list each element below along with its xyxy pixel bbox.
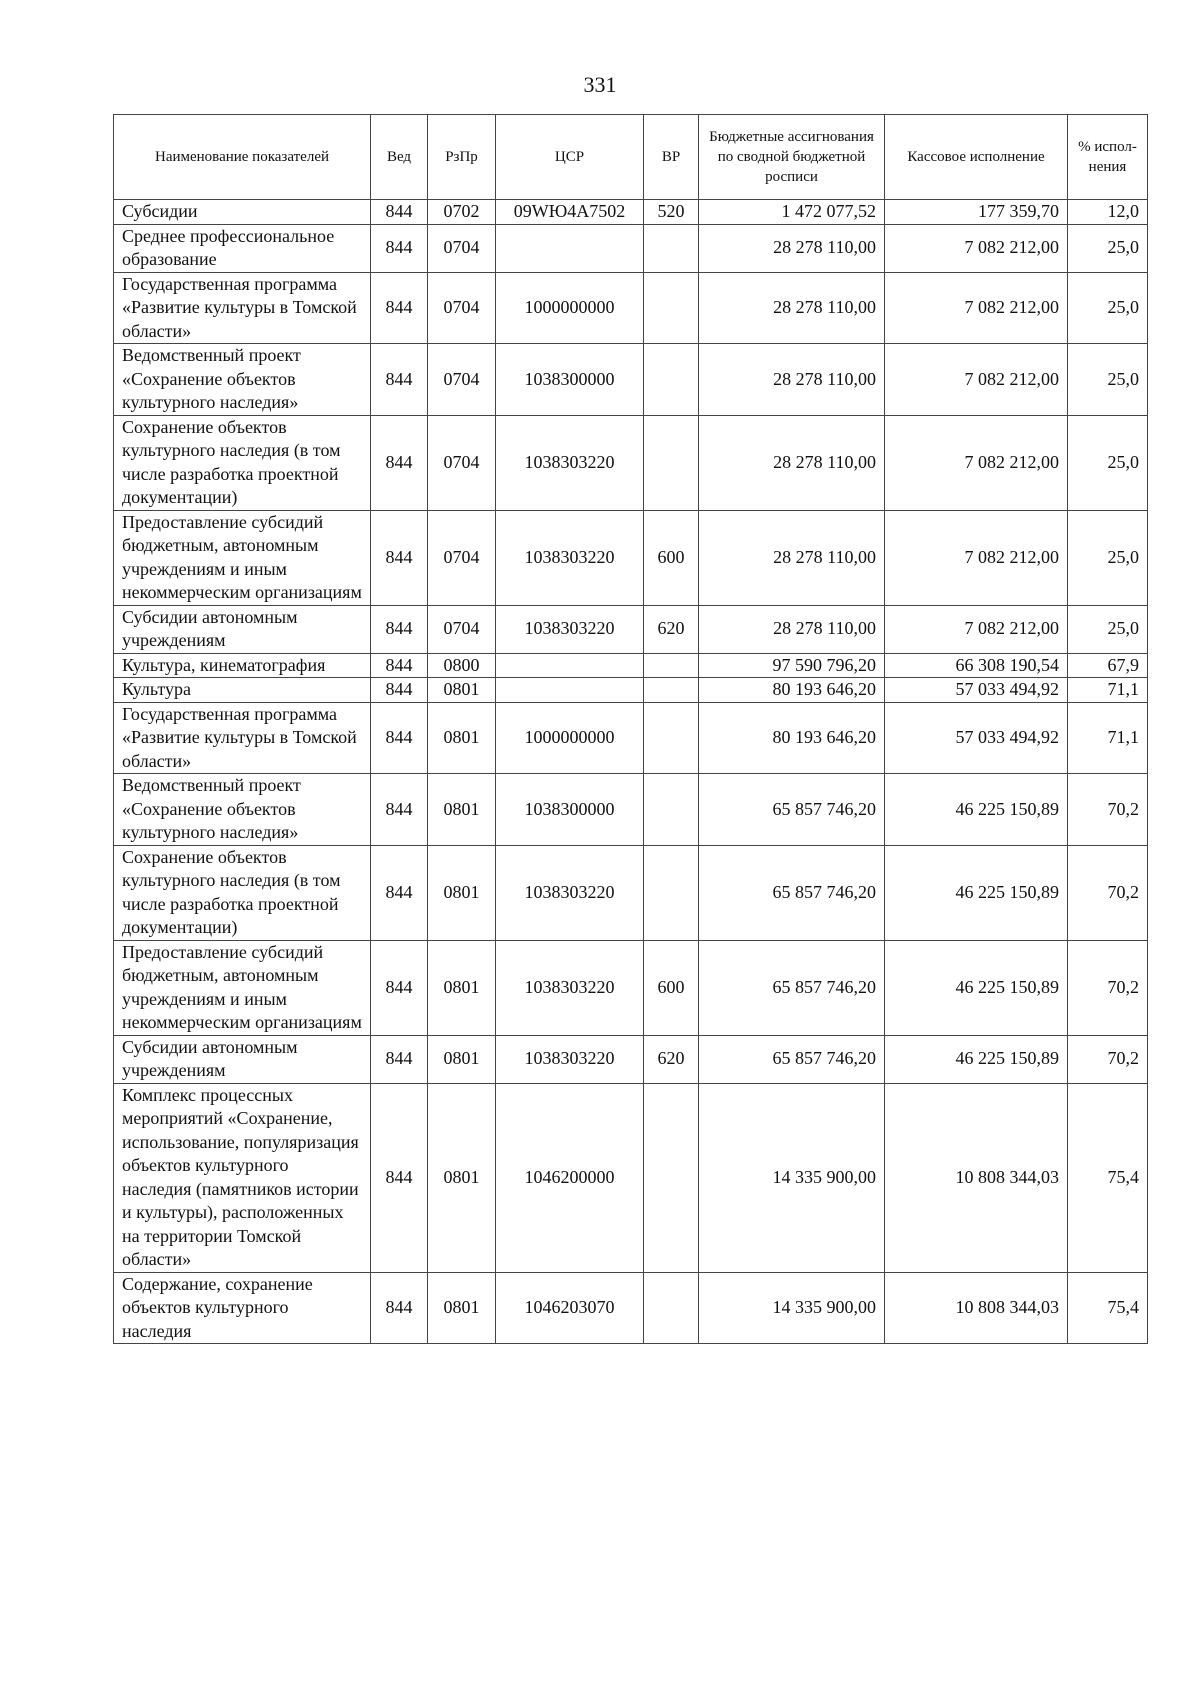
cell-vr: 620 (644, 605, 699, 653)
cell-vr (644, 702, 699, 774)
cell-vr (644, 1272, 699, 1344)
cell-cash: 10 808 344,03 (885, 1272, 1068, 1344)
cell-cash: 10 808 344,03 (885, 1083, 1068, 1272)
header-pct: % испол-нения (1068, 115, 1148, 200)
table-row (114, 272, 1148, 344)
cell-ved: 844 (371, 1083, 428, 1272)
cell-vr (644, 272, 699, 344)
cell-csr: 1038303220 (496, 510, 644, 605)
table-header-row (114, 115, 1148, 200)
cell-budget: 65 857 746,20 (699, 774, 885, 846)
cell-rzpr: 0704 (428, 605, 496, 653)
cell-rzpr: 0800 (428, 653, 496, 678)
cell-rzpr: 0704 (428, 272, 496, 344)
cell-vr (644, 845, 699, 940)
cell-rzpr: 0704 (428, 224, 496, 272)
cell-pct: 70,2 (1068, 940, 1148, 1035)
cell-pct: 25,0 (1068, 224, 1148, 272)
cell-ved: 844 (371, 845, 428, 940)
cell-name: Комплекс процессных мероприятий «Сохранение, использование, популяризация объектов культурного наследия (памятников истории и культуры), расположенных на территории Томской области» (114, 1083, 371, 1272)
cell-ved: 844 (371, 224, 428, 272)
cell-csr: 1038303220 (496, 415, 644, 510)
cell-csr: 1000000000 (496, 272, 644, 344)
cell-vr: 520 (644, 200, 699, 225)
cell-pct: 25,0 (1068, 415, 1148, 510)
table-row (114, 653, 1148, 678)
cell-budget: 28 278 110,00 (699, 224, 885, 272)
cell-rzpr: 0801 (428, 678, 496, 703)
cell-csr (496, 678, 644, 703)
cell-csr (496, 224, 644, 272)
cell-budget: 80 193 646,20 (699, 678, 885, 703)
cell-name: Содержание, сохранение объектов культурного наследия (114, 1272, 371, 1344)
cell-ved: 844 (371, 1035, 428, 1083)
cell-name: Среднее профессиональное образование (114, 224, 371, 272)
cell-budget: 1 472 077,52 (699, 200, 885, 225)
cell-csr (496, 653, 644, 678)
table-row (114, 200, 1148, 225)
cell-cash: 7 082 212,00 (885, 344, 1068, 416)
cell-rzpr: 0704 (428, 415, 496, 510)
cell-ved: 844 (371, 510, 428, 605)
cell-name: Культура, кинематография (114, 653, 371, 678)
cell-rzpr: 0801 (428, 1272, 496, 1344)
cell-cash: 7 082 212,00 (885, 605, 1068, 653)
cell-name: Государственная программа «Развитие культуры в Томской области» (114, 272, 371, 344)
cell-name: Сохранение объектов культурного наследия (в том числе разработка проектной документации) (114, 845, 371, 940)
cell-csr: 09WЮ4A7502 (496, 200, 644, 225)
cell-cash: 46 225 150,89 (885, 845, 1068, 940)
cell-name: Ведомственный проект «Сохранение объектов культурного наследия» (114, 344, 371, 416)
table-row (114, 510, 1148, 605)
cell-csr: 1038300000 (496, 344, 644, 416)
cell-name: Ведомственный проект «Сохранение объектов культурного наследия» (114, 774, 371, 846)
cell-name: Предоставление субсидий бюджетным, автономным учреждениям и иным некоммерческим организациям (114, 510, 371, 605)
cell-cash: 7 082 212,00 (885, 272, 1068, 344)
cell-pct: 70,2 (1068, 1035, 1148, 1083)
cell-budget: 65 857 746,20 (699, 940, 885, 1035)
cell-ved: 844 (371, 415, 428, 510)
cell-budget: 28 278 110,00 (699, 510, 885, 605)
cell-pct: 70,2 (1068, 845, 1148, 940)
cell-ved: 844 (371, 940, 428, 1035)
cell-rzpr: 0801 (428, 774, 496, 846)
table-row (114, 1083, 1148, 1272)
header-rzpr: РзПр (428, 115, 496, 200)
cell-csr: 1038303220 (496, 605, 644, 653)
table-row (114, 415, 1148, 510)
cell-csr: 1038300000 (496, 774, 644, 846)
cell-cash: 7 082 212,00 (885, 510, 1068, 605)
cell-pct: 12,0 (1068, 200, 1148, 225)
cell-budget: 65 857 746,20 (699, 1035, 885, 1083)
cell-budget: 14 335 900,00 (699, 1272, 885, 1344)
cell-rzpr: 0704 (428, 510, 496, 605)
cell-vr (644, 678, 699, 703)
header-name: Наименование показателей (114, 115, 371, 200)
cell-ved: 844 (371, 774, 428, 846)
cell-rzpr: 0801 (428, 940, 496, 1035)
cell-csr: 1046200000 (496, 1083, 644, 1272)
cell-name: Субсидии автономным учреждениям (114, 1035, 371, 1083)
cell-rzpr: 0704 (428, 344, 496, 416)
cell-csr: 1038303220 (496, 940, 644, 1035)
cell-budget: 28 278 110,00 (699, 272, 885, 344)
cell-cash: 7 082 212,00 (885, 224, 1068, 272)
cell-cash: 57 033 494,92 (885, 678, 1068, 703)
cell-cash: 46 225 150,89 (885, 1035, 1068, 1083)
table-row (114, 1035, 1148, 1083)
table-row (114, 224, 1148, 272)
cell-vr (644, 774, 699, 846)
cell-ved: 844 (371, 272, 428, 344)
cell-pct: 75,4 (1068, 1272, 1148, 1344)
cell-rzpr: 0801 (428, 702, 496, 774)
budget-table (113, 114, 1148, 1344)
cell-vr (644, 224, 699, 272)
header-csr: ЦСР (496, 115, 644, 200)
cell-vr (644, 344, 699, 416)
cell-vr: 600 (644, 510, 699, 605)
cell-rzpr: 0801 (428, 1083, 496, 1272)
cell-pct: 25,0 (1068, 344, 1148, 416)
cell-pct: 67,9 (1068, 653, 1148, 678)
cell-budget: 28 278 110,00 (699, 605, 885, 653)
header-budget: Бюджетные ассигнования по сводной бюджетной росписи (699, 115, 885, 200)
cell-name: Субсидии автономным учреждениям (114, 605, 371, 653)
cell-vr (644, 1083, 699, 1272)
table-row (114, 678, 1148, 703)
cell-budget: 28 278 110,00 (699, 344, 885, 416)
cell-ved: 844 (371, 200, 428, 225)
cell-pct: 75,4 (1068, 1083, 1148, 1272)
cell-pct: 71,1 (1068, 678, 1148, 703)
cell-vr (644, 415, 699, 510)
cell-pct: 25,0 (1068, 272, 1148, 344)
cell-csr: 1038303220 (496, 1035, 644, 1083)
cell-budget: 65 857 746,20 (699, 845, 885, 940)
cell-rzpr: 0801 (428, 845, 496, 940)
table-body (114, 200, 1148, 1344)
cell-ved: 844 (371, 344, 428, 416)
cell-ved: 844 (371, 678, 428, 703)
table-row (114, 774, 1148, 846)
cell-ved: 844 (371, 653, 428, 678)
cell-cash: 46 225 150,89 (885, 774, 1068, 846)
cell-cash: 177 359,70 (885, 200, 1068, 225)
cell-cash: 46 225 150,89 (885, 940, 1068, 1035)
table-row (114, 605, 1148, 653)
cell-name: Сохранение объектов культурного наследия (в том числе разработка проектной документации) (114, 415, 371, 510)
header-cash: Кассовое исполнение (885, 115, 1068, 200)
cell-budget: 80 193 646,20 (699, 702, 885, 774)
cell-csr: 1000000000 (496, 702, 644, 774)
cell-vr: 620 (644, 1035, 699, 1083)
header-vr: ВР (644, 115, 699, 200)
cell-pct: 71,1 (1068, 702, 1148, 774)
cell-vr: 600 (644, 940, 699, 1035)
table-row (114, 702, 1148, 774)
table-row (114, 1272, 1148, 1344)
cell-cash: 7 082 212,00 (885, 415, 1068, 510)
cell-name: Субсидии (114, 200, 371, 225)
cell-ved: 844 (371, 605, 428, 653)
cell-budget: 97 590 796,20 (699, 653, 885, 678)
header-ved: Вед (371, 115, 428, 200)
cell-vr (644, 653, 699, 678)
cell-pct: 25,0 (1068, 510, 1148, 605)
cell-csr: 1046203070 (496, 1272, 644, 1344)
cell-ved: 844 (371, 1272, 428, 1344)
cell-name: Культура (114, 678, 371, 703)
cell-csr: 1038303220 (496, 845, 644, 940)
table-row (114, 940, 1148, 1035)
page-number: 331 (583, 72, 617, 97)
cell-budget: 28 278 110,00 (699, 415, 885, 510)
table-row (114, 845, 1148, 940)
cell-name: Предоставление субсидий бюджетным, автономным учреждениям и иным некоммерческим организациям (114, 940, 371, 1035)
cell-pct: 70,2 (1068, 774, 1148, 846)
cell-cash: 57 033 494,92 (885, 702, 1068, 774)
cell-budget: 14 335 900,00 (699, 1083, 885, 1272)
table-row (114, 344, 1148, 416)
cell-ved: 844 (371, 702, 428, 774)
cell-rzpr: 0801 (428, 1035, 496, 1083)
cell-pct: 25,0 (1068, 605, 1148, 653)
cell-rzpr: 0702 (428, 200, 496, 225)
cell-name: Государственная программа «Развитие культуры в Томской области» (114, 702, 371, 774)
cell-cash: 66 308 190,54 (885, 653, 1068, 678)
